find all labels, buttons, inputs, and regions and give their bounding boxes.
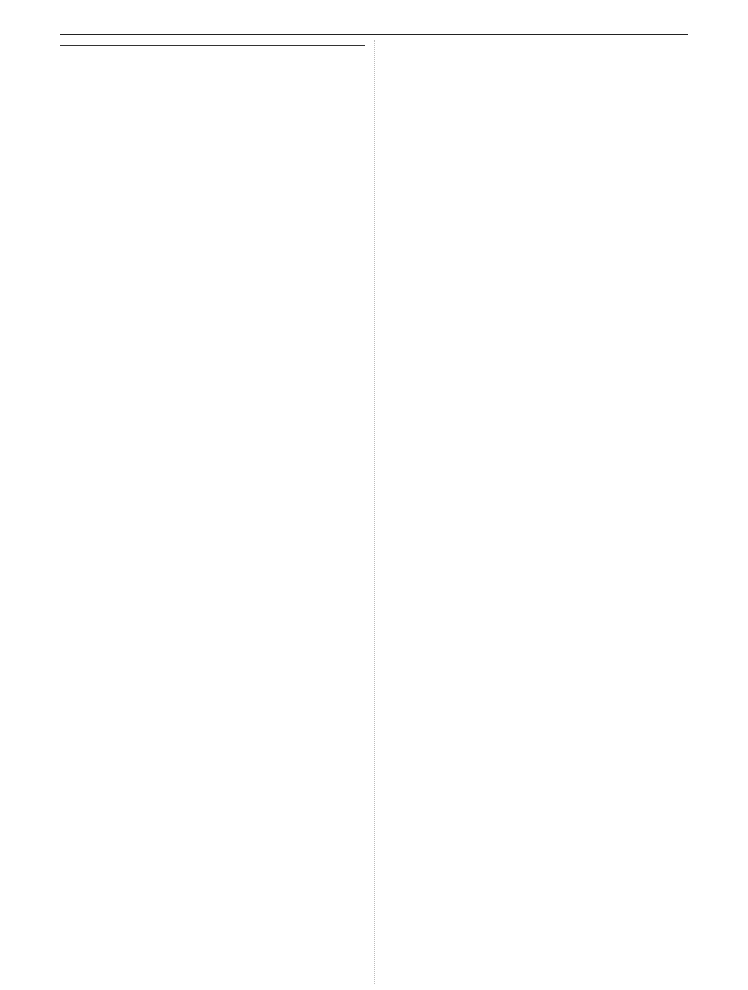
header-rule <box>60 34 688 35</box>
page-header <box>60 14 688 30</box>
column-divider <box>374 40 375 984</box>
right-column <box>384 40 688 984</box>
left-column <box>60 40 365 984</box>
footnote <box>60 45 365 50</box>
